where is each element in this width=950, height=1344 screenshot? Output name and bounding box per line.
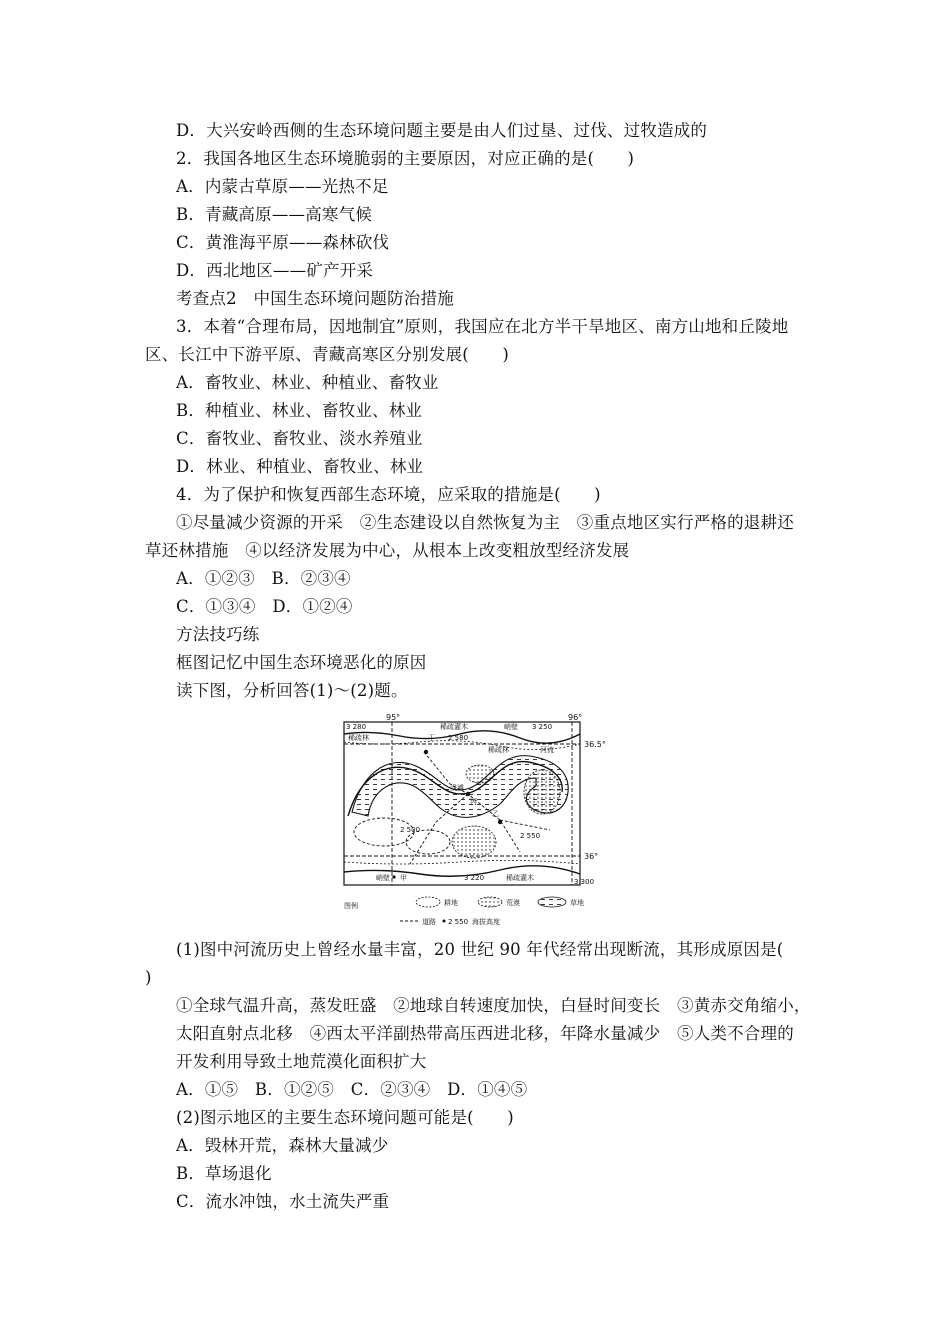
sub-question-1: (1)图中河流历史上曾经水量丰富，20 世纪 90 年代经常出现断流，其形成原因是( xyxy=(176,940,784,959)
sub-question-2: (2)图示地区的主要生态环境问题可能是( ) xyxy=(176,1108,514,1127)
line-1: D．大兴安岭西侧的生态环境问题主要是由人们过垦、过伐、过牧造成的 xyxy=(176,121,708,140)
lat-label-365: 36.5° xyxy=(584,740,606,749)
option-sub2c: C．流水冲蚀，水土流失严重 xyxy=(176,1192,390,1211)
option-4ab: A．①②③ B．②③④ xyxy=(176,569,351,588)
section-heading: 考查点2 中国生态环境问题防治措施 xyxy=(176,289,454,308)
lon-label-95: 95° xyxy=(386,713,401,722)
legend-cropland-swatch xyxy=(416,897,440,907)
label-cliff-bottom: 峭壁 xyxy=(376,874,390,882)
method-subheading: 框图记忆中国生态环境恶化的原因 xyxy=(176,653,427,672)
desert-patch-2 xyxy=(524,770,560,814)
sub-question-1-paren: ) xyxy=(145,968,152,987)
legend-grassland-swatch xyxy=(538,897,566,907)
question-3: 3．本着“合理布局，因地制宜”原则，我国应在北方半干旱地区、南方山地和丘陵地 xyxy=(176,317,789,336)
option-3d: D．林业、种植业、畜牧业、林业 xyxy=(176,457,424,476)
option-2b: B．青藏高原——高寒气候 xyxy=(176,205,373,224)
option-2a: A．内蒙古草原——光热不足 xyxy=(176,177,389,196)
legend-cropland: 耕地 xyxy=(444,899,458,907)
legend-grassland: 草地 xyxy=(570,899,584,907)
map-figure xyxy=(340,712,612,930)
option-3b: B．种植业、林业、畜牧业、林业 xyxy=(176,401,423,420)
legend-road: 道路 xyxy=(422,918,436,926)
label-shrub-bottom: 稀疏灌木 xyxy=(506,874,534,882)
question-4-items: ①尽量减少资源的开采 ②生态建设以自然恢复为主 ③重点地区实行严格的退耕还 xyxy=(176,513,794,532)
label-shrub-top: 稀疏灌木 xyxy=(440,723,468,731)
label-jia: 甲 xyxy=(400,874,407,882)
elev-2500: 2 500 xyxy=(400,826,421,834)
legend-elev-sample: 2 550 xyxy=(448,918,469,926)
elev-2550: 2 550 xyxy=(520,832,541,840)
elev-2580: 2 580 xyxy=(448,734,469,742)
option-3c: C．畜牧业、畜牧业、淡水养殖业 xyxy=(176,429,423,448)
question-3-cont: 区、长江中下游平原、青藏高寒区分别发展( ) xyxy=(145,345,509,364)
label-river: 河流 xyxy=(540,746,554,754)
label-forest-mid: 稀疏林 xyxy=(488,746,509,754)
method-heading: 方法技巧练 xyxy=(176,625,260,644)
legend-elev-label: 海拔高度 xyxy=(472,918,500,926)
lat-label-36: 36° xyxy=(584,852,599,861)
label-ding: 丁 xyxy=(428,734,435,742)
elev-3300: 3 300 xyxy=(574,878,595,886)
elev-3250: 3 250 xyxy=(532,723,553,731)
label-shoal: 浅滩 xyxy=(450,784,464,792)
legend-title: 图例 xyxy=(344,902,358,910)
sub-question-1-items: ①全球气温升高，蒸发旺盛 ②地球自转速度加快，白昼时间变长 ③黄赤交角缩小， xyxy=(176,996,811,1015)
option-4cd: C．①③④ D．①②④ xyxy=(176,597,353,616)
sub-question-1-items-2: 太阳直射点北移 ④西太平洋副热带高压西进北移，年降水量减少 ⑤人类不合理的 xyxy=(176,1024,794,1043)
elev-3280: 3 280 xyxy=(346,723,367,731)
option-3a: A．畜牧业、林业、种植业、畜牧业 xyxy=(176,373,439,392)
label-yi: 乙 xyxy=(492,810,499,818)
sub-question-1-items-3: 开发利用导致土地荒漠化面积扩大 xyxy=(176,1052,427,1071)
question-2: 2．我国各地区生态环境脆弱的主要原因，对应正确的是( ) xyxy=(176,149,635,168)
read-instruction: 读下图，分析回答(1)～(2)题。 xyxy=(176,681,408,700)
question-4: 4．为了保护和恢复西部生态环境，应采取的措施是( ) xyxy=(176,485,601,504)
legend-desert: 荒漠 xyxy=(506,899,520,907)
elev-3220: 3 220 xyxy=(464,874,485,882)
legend-desert-swatch xyxy=(478,897,502,907)
label-bing: 丙 xyxy=(470,798,477,806)
question-4-items-cont: 草还林措施 ④以经济发展为中心，从根本上改变粗放型经济发展 xyxy=(145,541,630,560)
sub-question-1-options: A．①⑤ B．①②⑤ C．②③④ D．①④⑤ xyxy=(176,1080,528,1099)
option-2d: D．西北地区——矿产开采 xyxy=(176,261,374,280)
desert-patch-3 xyxy=(452,826,496,858)
lon-label-96: 96° xyxy=(568,713,583,722)
option-sub2a: A．毁林开荒，森林大量减少 xyxy=(176,1136,389,1155)
label-forest-left: 稀疏林 xyxy=(348,734,369,742)
option-2c: C．黄淮海平原——森林砍伐 xyxy=(176,233,390,252)
desert-patch-1 xyxy=(466,765,494,783)
label-cliff-top: 峭壁 xyxy=(504,723,518,731)
option-sub2b: B．草场退化 xyxy=(176,1164,272,1183)
